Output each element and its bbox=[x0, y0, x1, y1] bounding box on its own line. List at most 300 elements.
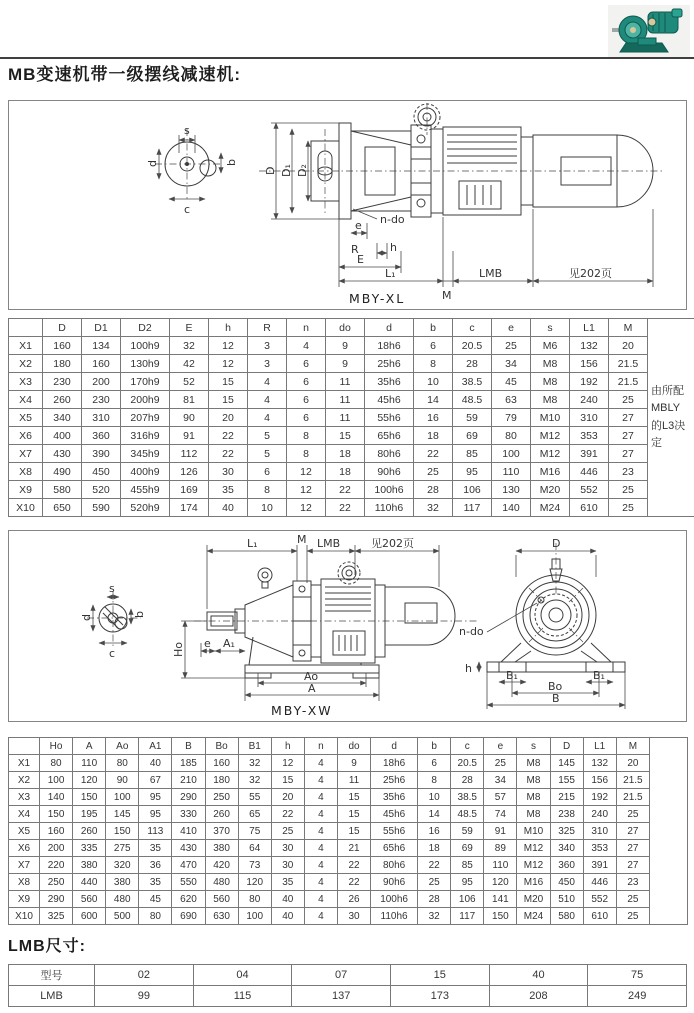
table-cell: 48.5 bbox=[453, 391, 492, 409]
table-cell: 11 bbox=[326, 373, 365, 391]
column-header: L1 bbox=[570, 319, 609, 337]
dim-label-n-do: n-do bbox=[459, 625, 484, 638]
table-cell: 150 bbox=[40, 806, 73, 823]
table-cell: 22 bbox=[209, 427, 248, 445]
table-cell: 21.5 bbox=[616, 772, 649, 789]
table-cell: 21.5 bbox=[609, 373, 648, 391]
table-cell: 34 bbox=[484, 772, 517, 789]
gear-motor-photo bbox=[608, 5, 690, 57]
column-header: e bbox=[492, 319, 531, 337]
dimension-table-mby-xl bbox=[8, 318, 648, 517]
table-cell: 12 bbox=[287, 463, 326, 481]
table-cell: 型号 bbox=[9, 965, 95, 986]
table-cell: 310 bbox=[583, 823, 616, 840]
table-cell: 38.5 bbox=[453, 373, 492, 391]
table-cell: 28 bbox=[451, 772, 484, 789]
table-cell: 80 bbox=[106, 755, 139, 772]
table-cell: 25 bbox=[492, 337, 531, 355]
table-cell: 310 bbox=[82, 409, 121, 427]
table-cell: 63 bbox=[492, 391, 531, 409]
table-cell: 15 bbox=[271, 772, 304, 789]
table-cell: 67 bbox=[139, 772, 172, 789]
table-cell: 25 bbox=[609, 391, 648, 409]
table-cell: 110 bbox=[492, 463, 531, 481]
column-header: s bbox=[517, 738, 550, 755]
table-cell: 145 bbox=[106, 806, 139, 823]
drawing-box-mby-xw bbox=[8, 530, 687, 722]
reducer-front-view bbox=[487, 537, 625, 672]
table-cell: 100 bbox=[238, 908, 271, 925]
table-cell: X4 bbox=[9, 806, 40, 823]
table-cell: 35h6 bbox=[371, 789, 418, 806]
table2-spacer bbox=[649, 737, 688, 925]
table-cell: 36 bbox=[139, 857, 172, 874]
table-cell: 35 bbox=[139, 874, 172, 891]
dim-label-Ho: Ho bbox=[172, 641, 185, 657]
table-cell: 15 bbox=[390, 965, 489, 986]
table-cell: 69 bbox=[451, 840, 484, 857]
table-cell: 80h6 bbox=[371, 857, 418, 874]
column-header: c bbox=[451, 738, 484, 755]
table-cell: 560 bbox=[73, 891, 106, 908]
table-cell: X5 bbox=[9, 823, 40, 840]
table-cell: 20 bbox=[271, 789, 304, 806]
table-cell: 450 bbox=[550, 874, 583, 891]
table-row bbox=[9, 823, 650, 840]
table-row bbox=[9, 874, 650, 891]
table-cell: 100h9 bbox=[121, 337, 170, 355]
table-cell: 160 bbox=[40, 823, 73, 840]
table-cell: 64 bbox=[238, 840, 271, 857]
table-row bbox=[9, 965, 687, 986]
dim-label-c: c bbox=[184, 203, 191, 216]
drawing-box-mby-xl bbox=[8, 100, 687, 310]
column-header: do bbox=[326, 319, 365, 337]
table-cell: 200h9 bbox=[121, 391, 170, 409]
column-header: B1 bbox=[238, 738, 271, 755]
dim-label-c: c bbox=[109, 647, 116, 660]
table-cell: 99 bbox=[95, 986, 194, 1007]
table-cell: 28 bbox=[418, 891, 451, 908]
table-cell: 11 bbox=[326, 409, 365, 427]
column-header: do bbox=[337, 738, 370, 755]
table-cell: 208 bbox=[489, 986, 588, 1007]
table-cell: 4 bbox=[248, 391, 287, 409]
table-cell: 174 bbox=[170, 499, 209, 517]
table-cell: M20 bbox=[517, 891, 550, 908]
table-cell: 4 bbox=[304, 806, 337, 823]
table-cell: 260 bbox=[205, 806, 238, 823]
table-cell: 115 bbox=[193, 986, 292, 1007]
table-cell: 455h9 bbox=[121, 481, 170, 499]
table-cell: 440 bbox=[73, 874, 106, 891]
table-cell: 75 bbox=[238, 823, 271, 840]
table-cell: 25 bbox=[616, 908, 649, 925]
table-cell: 134 bbox=[82, 337, 121, 355]
table-cell: 45h6 bbox=[371, 806, 418, 823]
table-cell: 6 bbox=[287, 355, 326, 373]
table-cell: 27 bbox=[609, 409, 648, 427]
dim-label-h: h bbox=[465, 662, 472, 675]
column-header: D2 bbox=[121, 319, 170, 337]
table-cell: X5 bbox=[9, 409, 43, 427]
table-cell: M10 bbox=[531, 409, 570, 427]
table-cell: M12 bbox=[517, 857, 550, 874]
table-cell: 20 bbox=[616, 755, 649, 772]
table-cell: 95 bbox=[139, 789, 172, 806]
table-cell: X9 bbox=[9, 481, 43, 499]
table-row bbox=[9, 481, 648, 499]
table-cell: 150 bbox=[484, 908, 517, 925]
column-header: A bbox=[73, 738, 106, 755]
table-cell: 100 bbox=[40, 772, 73, 789]
dim-label-Bo: Bo bbox=[548, 680, 563, 693]
table-cell: 192 bbox=[583, 789, 616, 806]
table-row bbox=[9, 772, 650, 789]
table-cell: 65h6 bbox=[371, 840, 418, 857]
table-cell: M8 bbox=[517, 772, 550, 789]
table-cell: 95 bbox=[453, 463, 492, 481]
table-cell: 8 bbox=[418, 772, 451, 789]
dim-label-L1: L₁ bbox=[247, 537, 258, 550]
column-header: n bbox=[287, 319, 326, 337]
column-header: e bbox=[484, 738, 517, 755]
table-cell: 155 bbox=[550, 772, 583, 789]
table-cell: 26 bbox=[337, 891, 370, 908]
table-cell: 07 bbox=[292, 965, 391, 986]
table-cell: 110 bbox=[73, 755, 106, 772]
table-cell: X8 bbox=[9, 463, 43, 481]
dim-label-L1: L₁ bbox=[385, 267, 396, 280]
table-cell: 4 bbox=[304, 772, 337, 789]
table-cell: 113 bbox=[139, 823, 172, 840]
table-cell: 520 bbox=[82, 481, 121, 499]
table-cell: 117 bbox=[453, 499, 492, 517]
table-cell: 12 bbox=[287, 499, 326, 517]
column-header: b bbox=[418, 738, 451, 755]
table-cell: 16 bbox=[414, 409, 453, 427]
table-cell: 210 bbox=[172, 772, 205, 789]
table-cell: 160 bbox=[43, 337, 82, 355]
table-cell: 180 bbox=[205, 772, 238, 789]
table-row bbox=[9, 337, 648, 355]
table-cell: 65h6 bbox=[365, 427, 414, 445]
dim-label-b: b bbox=[133, 611, 146, 618]
table-cell: 249 bbox=[588, 986, 687, 1007]
column-header: D bbox=[550, 738, 583, 755]
table-cell: 8 bbox=[414, 355, 453, 373]
table-cell: 9 bbox=[337, 755, 370, 772]
table-cell: 552 bbox=[583, 891, 616, 908]
table-cell: 117 bbox=[451, 908, 484, 925]
table-cell: 230 bbox=[82, 391, 121, 409]
table-cell: 6 bbox=[248, 463, 287, 481]
table-cell: 35h6 bbox=[365, 373, 414, 391]
table-cell: 25h6 bbox=[371, 772, 418, 789]
xw-table-area bbox=[8, 737, 688, 925]
table-cell: 15 bbox=[337, 823, 370, 840]
table-cell: 10 bbox=[414, 373, 453, 391]
table-cell: 360 bbox=[550, 857, 583, 874]
table-row bbox=[9, 986, 687, 1007]
table-cell: 14 bbox=[418, 806, 451, 823]
dim-label-d: d bbox=[80, 614, 93, 621]
table-cell: 140 bbox=[492, 499, 531, 517]
table-cell: 10 bbox=[418, 789, 451, 806]
table-cell: 3 bbox=[248, 355, 287, 373]
table-cell: M24 bbox=[531, 499, 570, 517]
column-header: Ao bbox=[106, 738, 139, 755]
column-header: h bbox=[271, 738, 304, 755]
table-cell: 430 bbox=[43, 445, 82, 463]
table-cell: 80 bbox=[40, 755, 73, 772]
table-cell: X7 bbox=[9, 857, 40, 874]
table-cell: M8 bbox=[531, 391, 570, 409]
dim-label-D1: D₁ bbox=[280, 164, 293, 177]
table-cell: 335 bbox=[73, 840, 106, 857]
table-cell: 6 bbox=[287, 373, 326, 391]
column-header bbox=[9, 319, 43, 337]
table-cell: 430 bbox=[172, 840, 205, 857]
table-cell: 12 bbox=[209, 337, 248, 355]
table-cell: 40 bbox=[139, 755, 172, 772]
table-cell: 25 bbox=[616, 891, 649, 908]
table-cell: 15 bbox=[326, 427, 365, 445]
table-cell: M8 bbox=[517, 789, 550, 806]
table-row bbox=[9, 840, 650, 857]
table-cell: 200 bbox=[40, 840, 73, 857]
table-cell: 260 bbox=[43, 391, 82, 409]
table-cell: 27 bbox=[616, 823, 649, 840]
table-cell: 220 bbox=[40, 857, 73, 874]
table-cell: M10 bbox=[517, 823, 550, 840]
page-title: MB变速机带一级摆线减速机: bbox=[8, 65, 242, 84]
table-cell: 90 bbox=[106, 772, 139, 789]
table-cell: 353 bbox=[570, 427, 609, 445]
table-cell: 9 bbox=[326, 337, 365, 355]
table-cell: LMB bbox=[9, 986, 95, 1007]
table-cell: 4 bbox=[248, 409, 287, 427]
table-cell: 137 bbox=[292, 986, 391, 1007]
table-cell: 23 bbox=[609, 463, 648, 481]
table-cell: 250 bbox=[205, 789, 238, 806]
table-cell: 290 bbox=[40, 891, 73, 908]
table-cell: X3 bbox=[9, 373, 43, 391]
table-cell: 20 bbox=[609, 337, 648, 355]
dim-label-M: M bbox=[297, 533, 307, 546]
table-cell: 85 bbox=[453, 445, 492, 463]
shaft-end-view bbox=[80, 582, 146, 660]
dim-label-D2: D₂ bbox=[296, 164, 309, 177]
table-cell: 32 bbox=[170, 337, 209, 355]
column-header: L1 bbox=[583, 738, 616, 755]
column-header: d bbox=[365, 319, 414, 337]
table-cell: 20.5 bbox=[451, 755, 484, 772]
table-cell: 22 bbox=[326, 481, 365, 499]
table-cell: 207h9 bbox=[121, 409, 170, 427]
table-cell: 110h6 bbox=[371, 908, 418, 925]
table-cell: 42 bbox=[170, 355, 209, 373]
table-cell: 310 bbox=[570, 409, 609, 427]
table-cell: 110 bbox=[484, 857, 517, 874]
column-header: B bbox=[172, 738, 205, 755]
table-cell: 27 bbox=[609, 427, 648, 445]
table-cell: 18 bbox=[326, 445, 365, 463]
table-cell: 320 bbox=[106, 857, 139, 874]
column-header: E bbox=[170, 319, 209, 337]
table-cell: 14 bbox=[414, 391, 453, 409]
dim-label-Ao: Ao bbox=[304, 670, 319, 683]
table-row bbox=[9, 355, 648, 373]
table-cell: 69 bbox=[453, 427, 492, 445]
table-cell: X1 bbox=[9, 337, 43, 355]
table-cell: 580 bbox=[550, 908, 583, 925]
dim-label-see-page: 见202页 bbox=[371, 537, 414, 550]
table-cell: 100h6 bbox=[371, 891, 418, 908]
table-cell: 10 bbox=[248, 499, 287, 517]
table-cell: 150 bbox=[73, 789, 106, 806]
table-cell: 95 bbox=[139, 806, 172, 823]
table-cell: 156 bbox=[570, 355, 609, 373]
table-cell: 410 bbox=[172, 823, 205, 840]
table-cell: 353 bbox=[583, 840, 616, 857]
column-header: M bbox=[616, 738, 649, 755]
table-cell: 316h9 bbox=[121, 427, 170, 445]
table-cell: 345h9 bbox=[121, 445, 170, 463]
table-cell: X6 bbox=[9, 840, 40, 857]
table-cell: 100h6 bbox=[365, 481, 414, 499]
table-cell: 85 bbox=[451, 857, 484, 874]
table-cell: 340 bbox=[550, 840, 583, 857]
table-cell: 73 bbox=[238, 857, 271, 874]
dim-label-e: e bbox=[355, 219, 362, 232]
product-photo bbox=[608, 5, 690, 57]
mby-xl-drawing bbox=[9, 101, 686, 309]
table-cell: 28 bbox=[453, 355, 492, 373]
table-cell: 15 bbox=[209, 373, 248, 391]
table-cell: 290 bbox=[172, 789, 205, 806]
table-cell: 35 bbox=[271, 874, 304, 891]
table-cell: 6 bbox=[414, 337, 453, 355]
column-header: Bo bbox=[205, 738, 238, 755]
column-header: D1 bbox=[82, 319, 121, 337]
table-cell: 520h9 bbox=[121, 499, 170, 517]
table-cell: 6 bbox=[287, 391, 326, 409]
table-cell: 250 bbox=[40, 874, 73, 891]
table-cell: 130 bbox=[492, 481, 531, 499]
column-header: M bbox=[609, 319, 648, 337]
dim-label-h: h bbox=[390, 241, 397, 254]
table-cell: 160 bbox=[82, 355, 121, 373]
column-header: b bbox=[414, 319, 453, 337]
table-row bbox=[9, 891, 650, 908]
table-cell: X6 bbox=[9, 427, 43, 445]
table-cell: 48.5 bbox=[451, 806, 484, 823]
column-header: h bbox=[209, 319, 248, 337]
table-cell: 330 bbox=[172, 806, 205, 823]
table-cell: 32 bbox=[418, 908, 451, 925]
header-row bbox=[9, 319, 648, 337]
table-cell: 15 bbox=[337, 789, 370, 806]
reducer-side-view bbox=[194, 562, 479, 678]
table-cell: M8 bbox=[517, 806, 550, 823]
table-cell: 91 bbox=[484, 823, 517, 840]
table-cell: 240 bbox=[570, 391, 609, 409]
table-cell: 4 bbox=[304, 840, 337, 857]
table-cell: 580 bbox=[43, 481, 82, 499]
table-cell: 4 bbox=[304, 789, 337, 806]
table-cell: 18h6 bbox=[365, 337, 414, 355]
table-cell: 16 bbox=[418, 823, 451, 840]
table-cell: 370 bbox=[205, 823, 238, 840]
table-cell: 106 bbox=[451, 891, 484, 908]
table-cell: M12 bbox=[517, 840, 550, 857]
table-cell: 30 bbox=[271, 840, 304, 857]
table-cell: 325 bbox=[40, 908, 73, 925]
table-cell: 8 bbox=[287, 445, 326, 463]
table-cell: 132 bbox=[583, 755, 616, 772]
table-row bbox=[9, 499, 648, 517]
mby-xw-drawing bbox=[9, 531, 686, 721]
table-cell: 22 bbox=[337, 874, 370, 891]
table-row bbox=[9, 908, 650, 925]
table-cell: X7 bbox=[9, 445, 43, 463]
table-cell: 141 bbox=[484, 891, 517, 908]
table-cell: 74 bbox=[484, 806, 517, 823]
table-cell: 238 bbox=[550, 806, 583, 823]
table-cell: 22 bbox=[271, 806, 304, 823]
table-cell: 32 bbox=[238, 755, 271, 772]
table-cell: 4 bbox=[304, 823, 337, 840]
table-cell: 100 bbox=[492, 445, 531, 463]
table-cell: 25 bbox=[616, 806, 649, 823]
table-cell: 45h6 bbox=[365, 391, 414, 409]
table-row bbox=[9, 789, 650, 806]
table-cell: 126 bbox=[170, 463, 209, 481]
dim-label-s: s bbox=[184, 124, 190, 137]
table-cell: 215 bbox=[550, 789, 583, 806]
table-cell: 27 bbox=[616, 840, 649, 857]
table-cell: X2 bbox=[9, 355, 43, 373]
table-cell: 25 bbox=[271, 823, 304, 840]
table-cell: 90h6 bbox=[365, 463, 414, 481]
table-cell: 11 bbox=[337, 772, 370, 789]
table-cell: 446 bbox=[583, 874, 616, 891]
table-cell: 04 bbox=[193, 965, 292, 986]
table-cell: 21 bbox=[337, 840, 370, 857]
table-cell: 4 bbox=[304, 891, 337, 908]
table-cell: 192 bbox=[570, 373, 609, 391]
table-cell: 40 bbox=[209, 499, 248, 517]
column-header: n bbox=[304, 738, 337, 755]
dim-label-LMB: LMB bbox=[317, 537, 341, 550]
table-cell: 57 bbox=[484, 789, 517, 806]
table-cell: 22 bbox=[326, 499, 365, 517]
table-cell: 30 bbox=[209, 463, 248, 481]
table-cell: 120 bbox=[73, 772, 106, 789]
table-cell: M16 bbox=[531, 463, 570, 481]
table-cell: 380 bbox=[106, 874, 139, 891]
table-cell: 45 bbox=[492, 373, 531, 391]
table-cell: 340 bbox=[43, 409, 82, 427]
column-header bbox=[9, 738, 40, 755]
table-cell: 400h9 bbox=[121, 463, 170, 481]
xl-table-area bbox=[8, 318, 694, 517]
table-row bbox=[9, 445, 648, 463]
table-row bbox=[9, 427, 648, 445]
table-cell: 55h6 bbox=[371, 823, 418, 840]
table-cell: 160 bbox=[205, 755, 238, 772]
